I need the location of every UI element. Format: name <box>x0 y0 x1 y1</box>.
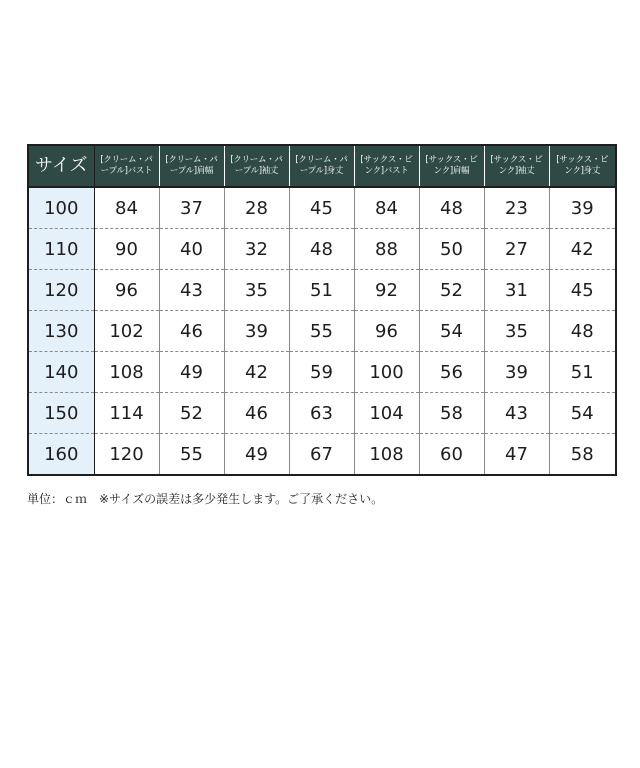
size-cell: 140 <box>28 352 94 393</box>
measurement-cell: 43 <box>159 270 224 311</box>
measurement-cell: 23 <box>484 187 549 229</box>
measurement-cell: 96 <box>354 311 419 352</box>
measurement-cell: 52 <box>159 393 224 434</box>
table-row <box>28 393 616 434</box>
unit-note: 単位：ｃｍ ※サイズの誤差は多少発生します。ご了承ください。 <box>27 492 384 506</box>
measurement-cell: 54 <box>549 393 616 434</box>
column-header-label: [クリーム・パープル]肩幅 <box>165 155 218 176</box>
measurement-cell: 46 <box>159 311 224 352</box>
measurement-cell: 54 <box>419 311 484 352</box>
measurement-cell: 108 <box>94 352 159 393</box>
measurement-cell: 35 <box>224 270 289 311</box>
measurement-cell: 42 <box>224 352 289 393</box>
measurement-cell: 114 <box>94 393 159 434</box>
measurement-cell: 42 <box>549 229 616 270</box>
column-header-label: [サックス・ピンク]袖丈 <box>490 155 543 176</box>
table-row <box>28 187 616 229</box>
measurement-cell: 49 <box>224 434 289 476</box>
size-column-header: サイズ <box>28 145 94 187</box>
table-row <box>28 434 616 476</box>
measurement-cell: 47 <box>484 434 549 476</box>
size-cell: 100 <box>28 187 94 229</box>
measurement-cell: 92 <box>354 270 419 311</box>
column-header-label: [サックス・ピンク]身丈 <box>556 155 609 176</box>
measurement-cell: 40 <box>159 229 224 270</box>
measurement-cell: 58 <box>419 393 484 434</box>
column-header-label: [クリーム・パープル]袖丈 <box>230 155 283 176</box>
column-header-label: [サックス・ピンク]バスト <box>360 155 413 176</box>
measurement-cell: 49 <box>159 352 224 393</box>
column-header-label: [クリーム・パープル]身丈 <box>295 155 348 176</box>
measurement-cell: 120 <box>94 434 159 476</box>
measurement-cell: 84 <box>354 187 419 229</box>
measurement-cell: 48 <box>549 311 616 352</box>
measurement-cell: 51 <box>549 352 616 393</box>
measurement-cell: 88 <box>354 229 419 270</box>
measurement-cell: 46 <box>224 393 289 434</box>
column-header-label: [クリーム・パープル]バスト <box>100 155 153 176</box>
table-row <box>28 352 616 393</box>
measurement-cell: 100 <box>354 352 419 393</box>
size-cell: 130 <box>28 311 94 352</box>
measurement-cell: 45 <box>289 187 354 229</box>
measurement-cell: 51 <box>289 270 354 311</box>
column-header <box>159 145 224 187</box>
column-header <box>354 145 419 187</box>
measurement-cell: 37 <box>159 187 224 229</box>
measurement-cell: 108 <box>354 434 419 476</box>
size-cell: 150 <box>28 393 94 434</box>
measurement-cell: 39 <box>224 311 289 352</box>
measurement-cell: 59 <box>289 352 354 393</box>
column-header <box>224 145 289 187</box>
measurement-cell: 55 <box>159 434 224 476</box>
measurement-cell: 43 <box>484 393 549 434</box>
table-row <box>28 311 616 352</box>
measurement-cell: 84 <box>94 187 159 229</box>
measurement-cell: 67 <box>289 434 354 476</box>
measurement-cell: 60 <box>419 434 484 476</box>
measurement-cell: 48 <box>289 229 354 270</box>
size-cell: 120 <box>28 270 94 311</box>
column-header <box>484 145 549 187</box>
measurement-cell: 50 <box>419 229 484 270</box>
column-header <box>289 145 354 187</box>
measurement-cell: 39 <box>484 352 549 393</box>
column-header-label: [サックス・ピンク]肩幅 <box>425 155 478 176</box>
table-row <box>28 229 616 270</box>
measurement-cell: 35 <box>484 311 549 352</box>
column-header <box>549 145 616 187</box>
column-header <box>419 145 484 187</box>
measurement-cell: 58 <box>570 443 594 465</box>
measurement-cell: 56 <box>419 352 484 393</box>
measurement-cell: 48 <box>419 187 484 229</box>
measurement-cell: 31 <box>484 270 549 311</box>
measurement-cell: 104 <box>354 393 419 434</box>
measurement-cell: 52 <box>419 270 484 311</box>
measurement-cell: 102 <box>94 311 159 352</box>
size-cell: 110 <box>28 229 94 270</box>
measurement-cell: 32 <box>224 229 289 270</box>
measurement-cell: 63 <box>289 393 354 434</box>
table-header-row <box>28 145 616 187</box>
measurement-cell: 27 <box>484 229 549 270</box>
size-chart-table <box>27 144 617 476</box>
measurement-cell: 39 <box>549 187 616 229</box>
table-row <box>28 270 616 311</box>
measurement-cell: 45 <box>549 270 616 311</box>
measurement-cell: 55 <box>289 311 354 352</box>
column-header <box>94 145 159 187</box>
size-cell: 160 <box>28 434 94 476</box>
measurement-cell: 28 <box>224 187 289 229</box>
measurement-cell: 96 <box>94 270 159 311</box>
measurement-cell: 90 <box>94 229 159 270</box>
